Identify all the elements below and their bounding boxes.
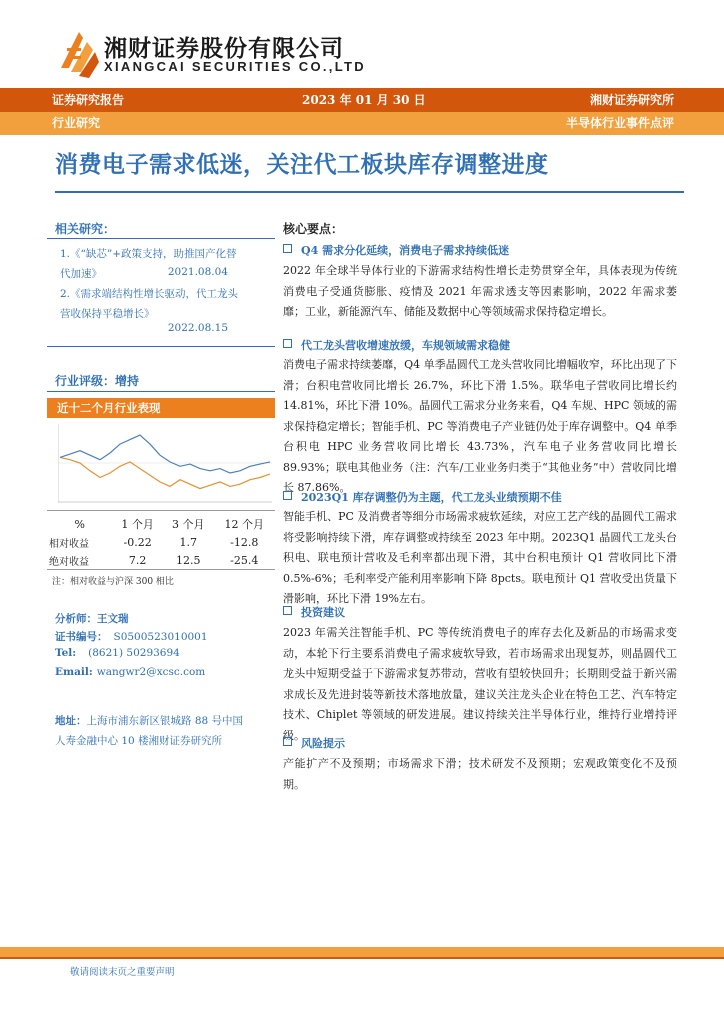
section-body: 消费电子需求持续萎靡，Q4 单季晶圆代工龙头营收同比增幅收窄，环比出现了下滑；台积电营收同比增长 26.7%，环比下滑 1.5%。联华电子营收同比增长约 14.81%，环比下滑 10%。晶圆代工需求分业务来看，Q4 车规、HPC 领域的需求保持稳定增长；智能手机、PC 等消费电子产业链仍处于库存调整中。Q4 单季台积电 HPC 业务营收同比增长 43.73%，汽车电子业务营收同比增长 89.93%；联电其他业务（注：汽车/工业业务归类于“其他业务”中）营收同比增长 87.86%。: [283, 358, 677, 494]
related-divider: [47, 238, 275, 239]
checkbox-bullet-icon: [283, 339, 292, 348]
series-line-industry: [60, 457, 270, 488]
table-header-row: [47, 515, 275, 533]
cert-label: 证书编号：: [55, 631, 108, 643]
table-cell: 7.2: [112, 551, 163, 570]
related-item-date: 2022.08.15: [167, 322, 228, 334]
certificate: [55, 629, 208, 644]
row-label: 绝对收益: [47, 551, 112, 570]
industry-rating: [55, 372, 139, 389]
rating-divider: [47, 391, 275, 392]
section-body: 产能扩产不及预期；市场需求下滑；技术研发不及预期；宏观政策变化不及预期。: [283, 757, 677, 791]
analyst: [55, 611, 129, 626]
disclaimer-note[interactable]: 敬请阅读末页之重要声明: [70, 967, 175, 978]
core-points-heading: 核心要点：: [283, 222, 344, 236]
title-divider: [55, 191, 684, 193]
table-cell: -0.22: [123, 535, 152, 549]
section-heading: 投资建议: [283, 604, 345, 620]
address: [55, 711, 250, 751]
table-header: 12 个月: [224, 518, 264, 531]
table-row: [47, 533, 275, 551]
company-name-cn: 湘财证券股份有限公司: [104, 36, 344, 62]
page-title: 消费电子需求低迷，关注代工板块库存调整进度: [55, 152, 549, 178]
tel-number: (8621) 50293694: [88, 647, 180, 659]
email: [55, 666, 205, 678]
related-item[interactable]: 1.《“缺芯”+政策支持，助推国产化替代加速》: [60, 248, 237, 280]
related-research-heading: 相关研究：: [55, 222, 116, 236]
address-text: 上海市浦东新区银城路 88 号中国人寿金融中心 10 楼湘财证券研究所: [55, 715, 244, 747]
section-body: 2023 年需关注智能手机、PC 等传统消费电子的库存去化及新品的市场需求变动，本轮下行主要系消费电子需求疲软导致，若市场需求出现复苏，则晶圆代工龙头中短期受益于下游需求复苏带动，营收有望较快回升；长期則受益于新兴需求成长及先进封装等新技术落地放量，建议关注龙头企业在特色工艺、汽车特定技术、Chiplet 等领域的研发进展。建议持续关注半导体行业，维持行业增持评级。: [283, 626, 677, 742]
checkbox-bullet-icon: [283, 244, 292, 253]
checkbox-bullet-icon: [283, 606, 292, 615]
email-label: Email:: [55, 666, 93, 678]
section-body: 2022 年全球半导体行业的下游需求结构性增长走势贯穿全年，具体表现为传统消费电子受通货膨胀、疫情及 2021 年需求透支等因素影响，2022 年需求萎靡；工业，新能源汽车、储能及数据中心等领域需求保持稳定增长。: [283, 264, 677, 318]
analyst-label: 分析师：: [55, 613, 97, 625]
table-header: 3 个月: [171, 518, 205, 531]
email-address[interactable]: wangwr2@xcsc.com: [96, 666, 206, 678]
company-name-en: XIANGCAI SECURITIES CO.,LTD: [104, 59, 366, 74]
related-item-date: 2021.08.04: [167, 266, 228, 278]
rating-value: 增持: [115, 374, 140, 388]
address-label: 地址：: [55, 715, 87, 727]
section-heading: 代工龙头营收增速放缓，车规领域需求稳健: [283, 337, 510, 353]
footer-rule: [0, 957, 724, 959]
chart-title: 近十二个月行业表现: [57, 401, 161, 415]
report-type: 证券研究报告: [52, 93, 125, 107]
table-cell: 12.5: [163, 551, 214, 570]
report-date: 2023 年 01 月 30 日: [302, 93, 426, 107]
row-label: 相对收益: [49, 538, 89, 550]
rating-label: 行业评级：: [55, 374, 116, 388]
table-header: %: [74, 517, 85, 531]
report-subcategory: 半导体行业事件点评: [565, 116, 674, 130]
company-logo-icon: [57, 28, 101, 82]
checkbox-bullet-icon: [283, 737, 292, 746]
subheader-bar: [0, 112, 724, 135]
checkbox-bullet-icon: [283, 491, 292, 500]
tel-label: Tel:: [55, 647, 77, 659]
section-body: 智能手机、PC 及消费者等细分市场需求疲软延续，对应工艺产线的晶圆代工需求将受影响持续下滑，库存调整或持续至 2023 年中期。2023Q1 晶圆代工龙头台积电、联电预计营收及毛利率都出现下滑，其中台积电预计 Q1 营收同比下滑 0.5%-6%；毛利率受产能利用率影响下降 8pcts。联电预计 Q1 营收受出货量下滑影响，环比下滑 19%左右。: [283, 510, 677, 605]
table-header: 1 个月: [121, 518, 154, 531]
section-heading: 风险提示: [283, 735, 345, 751]
cert-number: S0500523010001: [113, 631, 208, 643]
table-note: 注：相对收益与沪深 300 相比: [52, 577, 174, 587]
related-item[interactable]: 2.《需求端结构性增长驱动，代工龙头营收保持平稳增长》: [60, 288, 239, 320]
table-cell: 1.7: [179, 535, 197, 549]
section-heading: 2023Q1 库存调整仍为主题，代工龙头业绩预期不佳: [283, 489, 562, 505]
institute-name: 湘财证券研究所: [589, 93, 674, 107]
table-cell: -25.4: [214, 551, 275, 570]
series-line-hs300: [60, 435, 270, 473]
telephone: [55, 647, 180, 659]
analyst-name: 王文瑞: [97, 613, 129, 625]
performance-line-chart: [58, 420, 272, 506]
header-bar: [0, 88, 724, 112]
performance-table: [47, 515, 275, 570]
footer-bar: [0, 947, 724, 957]
sidebar-divider: [47, 346, 275, 347]
table-cell: -12.8: [230, 535, 259, 549]
report-category: 行业研究: [52, 116, 101, 130]
section-heading: Q4 需求分化延续，消费电子需求持续低迷: [283, 242, 509, 258]
table-row: [47, 551, 275, 570]
